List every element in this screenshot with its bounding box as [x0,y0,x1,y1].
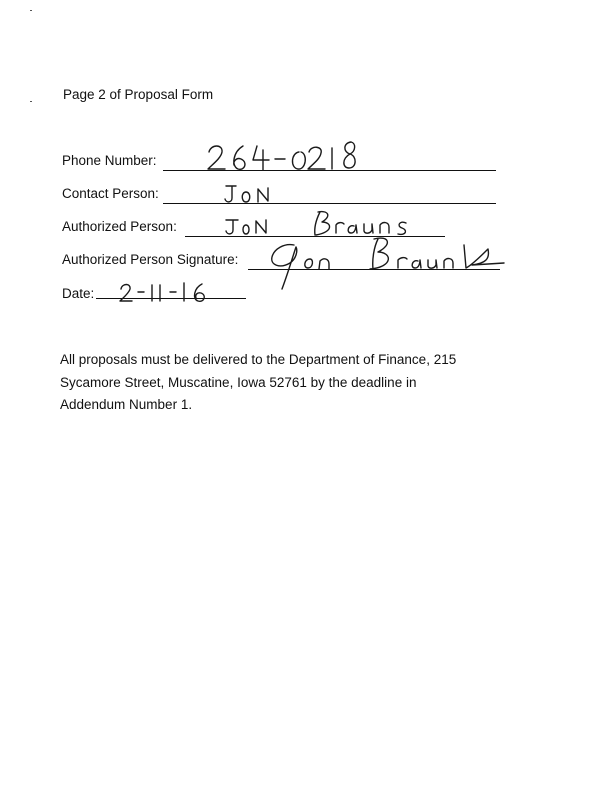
page-title: Page 2 of Proposal Form [63,87,214,102]
phone-number-handwriting [205,138,365,172]
phone-number-line [163,170,496,171]
authorized-person-handwriting [224,208,439,238]
scan-speck [30,10,32,11]
delivery-note-line: All proposals must be delivered to the Department of Finance, 215 [60,352,457,367]
date-line [96,298,246,299]
contact-person-line [163,203,496,204]
authorized-signature-line [248,269,500,270]
contact-person-handwriting [222,183,282,205]
contact-person-label: Contact Person: [62,186,159,201]
scan-speck [30,101,32,102]
date-handwriting [118,280,218,304]
authorized-signature-label: Authorized Person Signature: [62,252,239,267]
phone-number-label: Phone Number: [62,153,157,168]
date-label: Date: [62,286,95,301]
delivery-note-line: Sycamore Street, Muscatine, Iowa 52761 by the deadline in [60,375,417,390]
authorized-person-label: Authorized Person: [62,219,177,234]
delivery-note-line: Addendum Number 1. [60,397,193,412]
authorized-person-line [185,236,445,237]
authorized-signature-handwriting [262,233,512,293]
